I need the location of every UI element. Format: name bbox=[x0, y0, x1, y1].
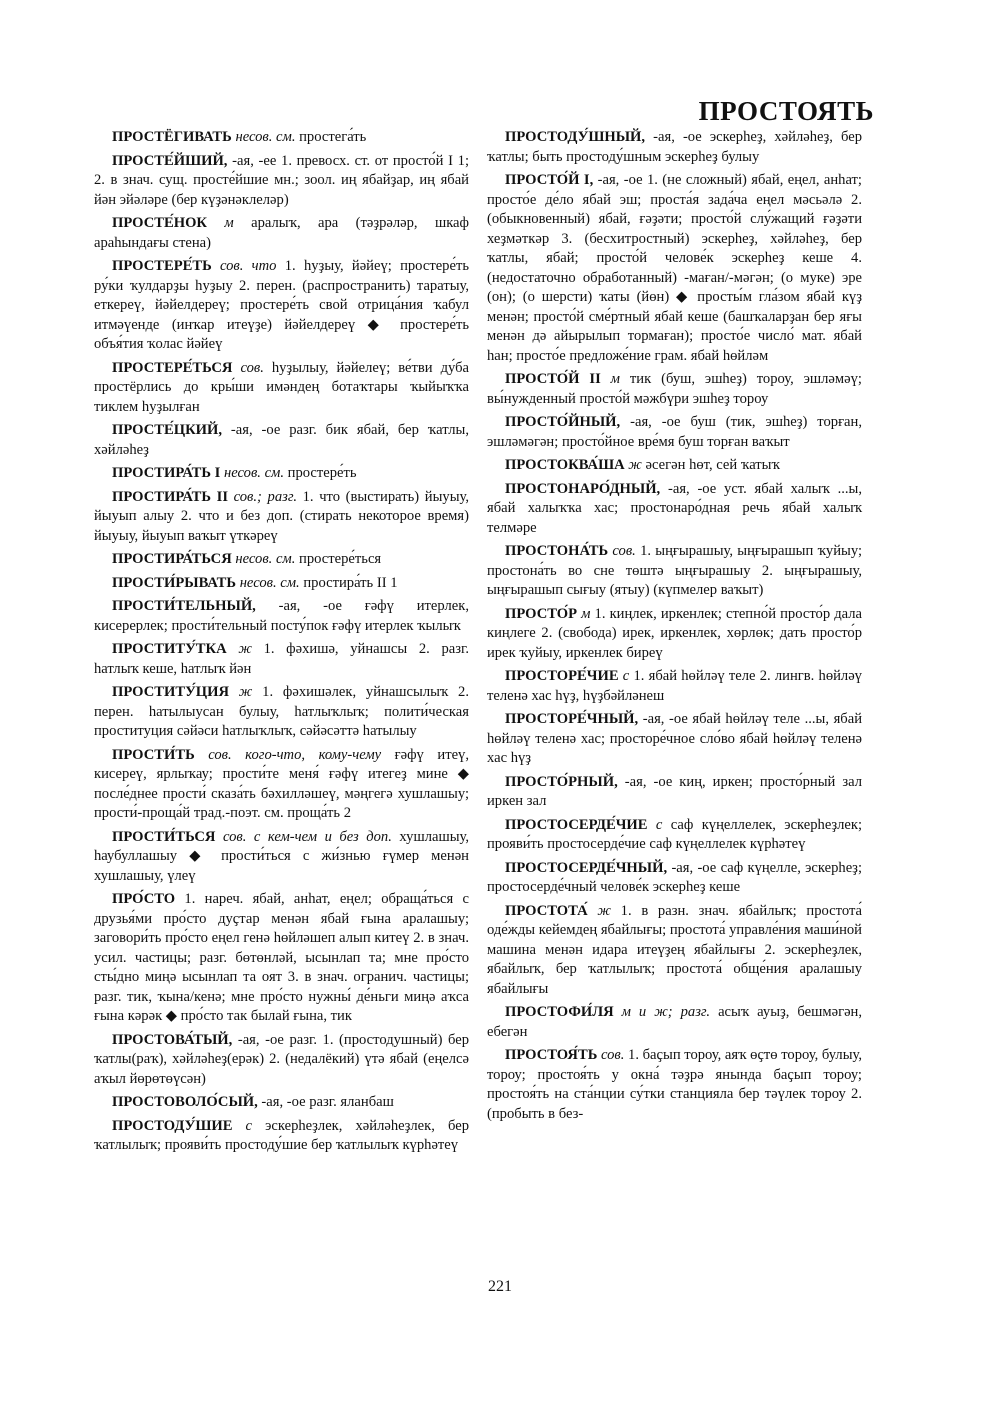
entry-headword: ПРОСТОКВА́ША bbox=[505, 457, 625, 473]
entry-headword: ПРОСТЕРЕ́ТЬ bbox=[112, 258, 212, 274]
entry-definition: хушлашыу, һаубуллашыу ◆ прости́ться с жи́знью ғүмер менән хушлашыу, үлеү bbox=[94, 828, 469, 884]
entry-grammar: с bbox=[618, 668, 630, 684]
entry-grammar: м и ж; разг. bbox=[613, 1004, 711, 1020]
dictionary-entry bbox=[487, 902, 862, 1000]
entry-headword: ПРОСТЕ́НОК bbox=[112, 215, 208, 231]
entry-grammar: несов. см. bbox=[231, 551, 296, 567]
dictionary-entry bbox=[487, 667, 862, 706]
dictionary-entry bbox=[487, 710, 862, 769]
dictionary-entry bbox=[487, 1046, 862, 1124]
dictionary-entry bbox=[94, 574, 469, 594]
entry-headword: ПРО́СТО bbox=[112, 891, 176, 907]
dictionary-entry bbox=[94, 550, 469, 570]
dictionary-entry bbox=[94, 257, 469, 355]
entry-definition: һуҙылыу, йәйелеү; ве́тви ду́ба простёрлись до кры́ши имәндең ботаҡтары ҡыйыҡҡа тиклем һуҙылған bbox=[94, 359, 470, 415]
entry-definition: 1. в разн. знач. ябайлыҡ; простота́ оде́жды кейемдең ябайлығы; простота́ управле́ния маши́ной машина менән идара итеүҙең ябайлығы 2. эскерһеҙлек, ябайлыҡ, бер ҡатлылыҡ; простота́ обще́ния аралашыу ябайлығы bbox=[487, 902, 862, 997]
entry-grammar: ж bbox=[587, 902, 611, 919]
entry-definition: 1. баҫып тороу, аяҡ өҫтө тороу, булыу, тороу; простоя́ть у окна́ тәҙрә янында баҫып тороу; простоя́ть на ста́нции су́тки станцияла бер тәүлек тороу 2. (пробыть в без- bbox=[487, 1047, 862, 1122]
entry-definition: 1. ыңғырашыу, ыңғырашып ҡуйыу; простона́ть во сне төштә ыңғырашыу 2. ыңғырашыу, ыңғырашып сығыу (ятыу) (күпмелер ваҡыт) bbox=[487, 543, 863, 598]
entry-headword: ПРОСТИРА́ТЬСЯ bbox=[112, 551, 232, 567]
dictionary-entry bbox=[94, 890, 469, 1027]
entry-grammar: сов. что bbox=[211, 258, 277, 274]
page-number: 221 bbox=[488, 1278, 512, 1295]
entry-definition: -ая, -ое саф күңелле, эскерһеҙ; простосерде́чный челове́к эскерһеҙ кеше bbox=[487, 859, 862, 895]
entry-headword: ПРОСТО́РНЫЙ, bbox=[505, 773, 618, 790]
entry-definition: 1. һуҙыу, йәйеү; простере́ть ру́ки ҡулдарҙы һуҙыу 2. перен. (распространить) таратыу, еткереү, йәйелдереү; простере́ть свой отрица́ния ҡабул итмәүенде (инҡар итеүҙе) йәйелдереү ◆ простере́ть объя́тия ҡолас йәйеү bbox=[94, 258, 469, 352]
dictionary-entry bbox=[94, 152, 469, 211]
entry-headword: ПРОСТИТУ́ТКА bbox=[112, 641, 227, 657]
entry-grammar: ж bbox=[226, 641, 252, 657]
entry-definition: -ая, -ое разг. 1. (простодушный) бер ҡатлы(раҡ), хәйләһеҙ(ерәк) 2. (недалёкий) үтә ябай (еңелсә аҡыл йөрөтөүсән) bbox=[94, 1031, 469, 1087]
dictionary-entry bbox=[94, 1031, 469, 1090]
entry-headword: ПРОСТОДУ́ШНЫЙ, bbox=[505, 129, 646, 145]
dictionary-entry bbox=[487, 542, 862, 601]
dictionary-entry bbox=[94, 421, 469, 460]
entry-definition: -ая, -ое эскерһеҙ, хәйләһеҙ, бер ҡатлы; быть простоду́шным эскерһеҙ булыу bbox=[487, 129, 862, 165]
entry-grammar: ж bbox=[229, 684, 253, 700]
dictionary-entry bbox=[487, 773, 862, 812]
entry-headword: ПРОСТИРА́ТЬ II bbox=[112, 488, 229, 505]
entry-definition: простега́ть bbox=[295, 129, 367, 145]
entry-headword: ПРОСТЕРЕ́ТЬСЯ bbox=[112, 359, 233, 376]
entry-definition: -ая, -ое буш (тик, эшһеҙ) торған, эшләмәгән; просто́йное вре́мя буш торған ваҡыт bbox=[487, 414, 862, 450]
entry-definition: эскерһеҙлек, хәйләһеҙлек, бер ҡатлылыҡ; прояви́ть простоду́шие бер ҡатлылыҡ күрһәтеү bbox=[94, 1117, 469, 1153]
dictionary-entry bbox=[94, 464, 469, 484]
entry-headword: ПРОСТО́ЙНЫЙ, bbox=[505, 414, 621, 430]
entry-grammar: сов. bbox=[597, 1047, 625, 1063]
entry-definition: -ая, -ое ғәфү итерлек, кисерерлек; прости́тельный посту́пок ғәфү итерлек ҡылыҡ bbox=[94, 598, 469, 634]
entry-definition: тик (буш, эшһеҙ) тороу, эшләмәү; вы́нужденный просто́й мәжбүри эшһеҙ тороу bbox=[487, 371, 862, 407]
entry-definition: 1. фәхишәлек, уйнашсылыҡ 2. перен. һатылыусан булыу, һатлыҡлыҡ; полити́ческая проституция сәйәси һатлыҡлыҡ, сәйәсәттә һатылыу bbox=[94, 684, 469, 739]
entry-headword: ПРОСТЁГИВАТЬ bbox=[112, 129, 232, 145]
entry-grammar: сов. bbox=[608, 543, 636, 559]
entry-definition: -ая, -ое ябай һөйләү теле ...ы, ябай һөйләү теленә хас; просторе́чное сло́во ябай һөйләү теленә хас һүҙ bbox=[487, 711, 862, 766]
entry-headword: ПРОСТОСЕРДЕ́ЧНЫЙ, bbox=[505, 859, 668, 876]
entry-headword: ПРОСТИ́РЫВАТЬ bbox=[112, 574, 237, 591]
entry-definition: 1. ябай һөйләү теле 2. лингв. һөйләү теленә хас һүҙ, һүҙбәйләнеш bbox=[487, 668, 862, 704]
entry-headword: ПРОСТИРА́ТЬ I bbox=[112, 465, 221, 481]
entry-headword: ПРОСТОРЕ́ЧИЕ bbox=[505, 668, 619, 684]
entry-definition: 1. нареч. ябай, анһат, еңел; обраща́ться с друзья́ми про́сто дуҫтар менән ябай ғына аралашыу; заговори́ть про́сто еңел генә һөйләшеп алып китеү 2. в знач. усил. частицы; разг. бөтөнләй, ысынлап та; мне про́сто сты́дно миңә ысынлап та оят 3. в знач. огранич. частицы; разг. тик, ҡына/кенә; мне про́сто нужны́ де́ньги миңә аҡса ғына кәрәк ◆ про́сто так былай ғына, тик bbox=[94, 891, 469, 1024]
entry-definition: простере́ться bbox=[295, 551, 382, 567]
entry-headword: ПРОСТО́Р bbox=[505, 605, 578, 622]
entry-headword: ПРОСТО́Й II bbox=[505, 371, 601, 387]
entry-grammar: м bbox=[207, 215, 234, 231]
entry-definition: 1. киңлек, иркенлек; степно́й просто́р дала киңлеге 2. (свобода) ирек, иркенлек, хөрлөк; дать просто́р ирек ҡуйыу, иркенлек биреү bbox=[487, 605, 862, 661]
entry-headword: ПРОСТОДУ́ШИЕ bbox=[112, 1117, 233, 1134]
entry-grammar: сов.; разг. bbox=[228, 488, 297, 505]
dictionary-entry bbox=[94, 128, 469, 148]
entry-headword: ПРОСТОСЕРДЕ́ЧИЕ bbox=[505, 816, 648, 833]
entry-definition: -ая, -ое киң, иркен; просто́рный зал иркен зал bbox=[487, 773, 862, 809]
entry-definition: -ая, -ое разг. бик ябай, бер ҡатлы, хәйләһеҙ bbox=[94, 422, 469, 458]
entry-grammar: сов. с кем-чем и без доп. bbox=[215, 828, 392, 845]
entry-definition: простира́ть II 1 bbox=[299, 574, 398, 591]
entry-headword: ПРОСТОЯ́ТЬ bbox=[505, 1047, 598, 1063]
dictionary-entry bbox=[94, 359, 469, 418]
dictionary-entry bbox=[94, 640, 469, 679]
dictionary-entry bbox=[94, 1117, 469, 1156]
dictionary-entry bbox=[487, 605, 862, 664]
dictionary-entry bbox=[94, 488, 469, 547]
dictionary-entry bbox=[487, 480, 862, 539]
entry-headword: ПРОСТИ́ТЬ bbox=[112, 746, 195, 763]
entry-headword: ПРОСТОНА́ТЬ bbox=[505, 543, 609, 559]
entry-headword: ПРОСТОТА́ bbox=[505, 902, 588, 919]
dictionary-entry bbox=[94, 746, 469, 824]
dictionary-entry bbox=[487, 171, 862, 366]
dictionary-entry bbox=[94, 214, 469, 253]
entry-definition: әсегән һөт, сей ҡатыҡ bbox=[641, 457, 780, 473]
entry-headword: ПРОСТИТУ́ЦИЯ bbox=[112, 684, 230, 700]
entry-headword: ПРОСТОФИ́ЛЯ bbox=[505, 1004, 614, 1020]
left-column bbox=[94, 128, 469, 1160]
entry-headword: ПРОСТИ́ТЬСЯ bbox=[112, 828, 216, 845]
entry-definition: ғәфү итеү, кисереү, ярлыҡау; прости́те меня́ ғәфү итегеҙ мине ◆ после́днее прости́ сказа́ть бәхилләшеү, мәңгегә хушлашыу; прости́-проща́й трад.-поэт. см. проща́ть 2 bbox=[94, 746, 470, 821]
entry-headword: ПРОСТОВОЛО́СЫЙ, bbox=[112, 1094, 258, 1110]
entry-headword: ПРОСТЕ́ЙШИЙ, bbox=[112, 152, 228, 169]
dictionary-entry bbox=[487, 456, 862, 476]
entry-definition: -ая, -ое разг. яланбаш bbox=[257, 1094, 394, 1110]
dictionary-entry bbox=[94, 597, 469, 636]
entry-definition: -ая, -ое 1. (не сложный) ябай, еңел, анһат; просто́е де́ло ябай эш; проста́я зада́ча еңел мәсьәлә 2. (обыкновенный) ябай, ғәҙәти; просто́й слу́жащий ғәҙәти хеҙмәткәр 3. (бесхитростный) эскерһеҙ, хәйләһеҙ, бер ҡатлы, ябай; просто́й челове́к эскерһеҙ кеше 4. (недостаточно обработанный) -маған/-мәгән; (о муке) эре (он); (о шерсти) ҡаты (йөн) ◆ просты́м гла́зом ябай күҙ менән; просто́й сме́ртный ябай кеше (башҡаларҙан бер яғы менән дә айырылып тормаған); просто́е число́ мат. ябай һан; просто́е предложе́ние грам. ябай һөйләм bbox=[487, 172, 862, 364]
entry-definition: аралыҡ, ара (тәҙрәләр, шкаф араһындағы стена) bbox=[94, 215, 469, 251]
dictionary-entry bbox=[487, 370, 862, 409]
entry-grammar: несов. см. bbox=[231, 129, 296, 145]
entry-definition: саф күңеллелек, эскерһеҙлек; прояви́ть простосерде́чие саф күңеллелек күрһәтеү bbox=[487, 816, 862, 852]
entry-grammar: несов. см. bbox=[220, 465, 285, 481]
dictionary-entry bbox=[94, 1093, 469, 1113]
running-head: ПРОСТОЯТЬ bbox=[698, 96, 874, 126]
dictionary-entry bbox=[94, 828, 469, 887]
entry-headword: ПРОСТЕ́ЦКИЙ, bbox=[112, 422, 223, 438]
entry-definition: асыҡ ауыҙ, бешмәгән, ебегән bbox=[487, 1004, 863, 1040]
entry-grammar: с bbox=[232, 1117, 253, 1134]
entry-headword: ПРОСТИ́ТЕЛЬНЫЙ, bbox=[112, 598, 256, 614]
entry-definition: 1. что (выстирать) йыуыу, йыуып алыу 2. что и без доп. (стирать некоторое время) йыуыу, йыуып ваҡыт үткәреү bbox=[94, 488, 469, 544]
entry-grammar: м bbox=[577, 605, 591, 622]
entry-headword: ПРОСТО́Й I, bbox=[505, 172, 594, 188]
dictionary-entry bbox=[487, 859, 862, 898]
dictionary-entry bbox=[487, 816, 862, 855]
entry-grammar: сов. кого-что, кому-чему bbox=[194, 746, 382, 763]
entry-grammar: с bbox=[647, 816, 663, 833]
entry-headword: ПРОСТОВА́ТЫЙ, bbox=[112, 1031, 233, 1048]
dictionary-entry bbox=[94, 683, 469, 742]
entry-headword: ПРОСТОНАРО́ДНЫЙ, bbox=[505, 480, 661, 497]
entry-grammar: несов. см. bbox=[236, 574, 300, 591]
entry-definition: 1. фәхишә, уйнашсы 2. разг. һатлыҡ кеше, һатлыҡ йән bbox=[94, 641, 469, 677]
entry-grammar: м bbox=[600, 371, 620, 387]
entry-headword: ПРОСТОРЕ́ЧНЫЙ, bbox=[505, 711, 639, 727]
dictionary-entry bbox=[487, 1003, 862, 1042]
dictionary-entry bbox=[487, 128, 862, 167]
dictionary-entry bbox=[487, 413, 862, 452]
entry-definition: -ая, -ое уст. ябай халыҡ ...ы, ябай халыҡҡа хас; простонаро́дная речь ябай халыҡ телмәре bbox=[487, 480, 862, 536]
right-column bbox=[487, 128, 862, 1128]
entry-grammar: ж bbox=[624, 457, 642, 473]
entry-definition: простере́ть bbox=[284, 465, 357, 481]
entry-grammar: сов. bbox=[232, 359, 264, 376]
entry-definition: -ая, -ее 1. превосх. ст. от просто́й I 1; 2. в знач. сущ. просте́йшие мн.; зоол. иң ябайҙар, иң ябай йән эйәләре (бер күҙәнәклеләр) bbox=[94, 152, 469, 208]
